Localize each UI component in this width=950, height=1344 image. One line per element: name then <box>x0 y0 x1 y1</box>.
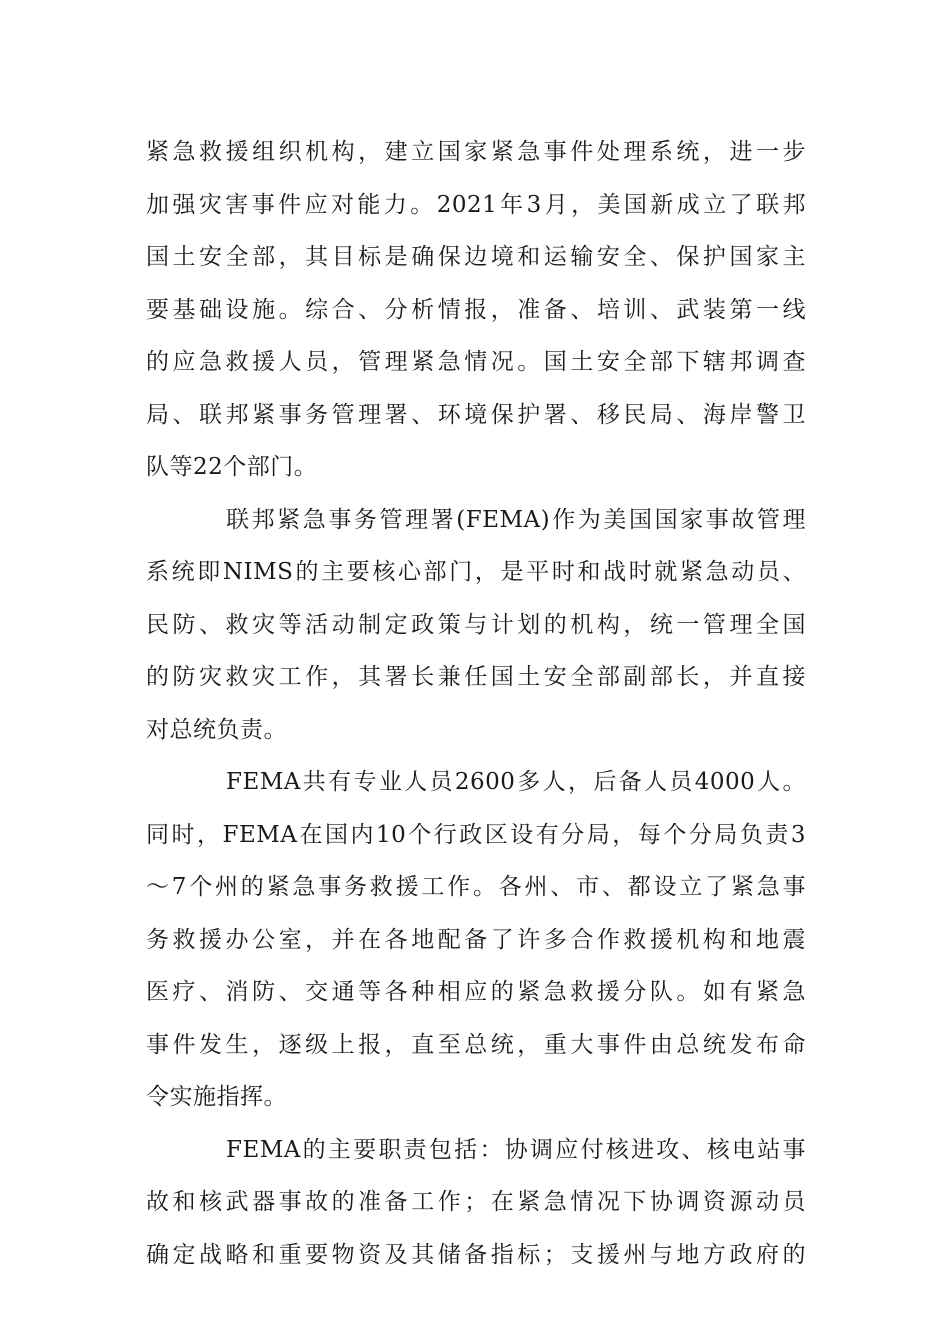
text-line: 令实施指挥。 <box>146 1084 287 1110</box>
paragraph-1 <box>146 126 806 494</box>
text-line: ～7个州的紧急事务救援工作。各州、市、都设立了紧急事 <box>146 874 806 900</box>
text-line: 联邦紧急事务管理署(FEMA)作为美国国家事故管理 <box>226 506 806 533</box>
text-line: 故和核武器事故的准备工作；在紧急情况下协调资源动员 <box>146 1189 806 1215</box>
paragraph-3 <box>146 756 806 1124</box>
text-line: 系统即NIMS的主要核心部门，是平时和战时就紧急动员、 <box>146 559 806 585</box>
text-line: 要基础设施。综合、分析情报，准备、培训、武装第一线 <box>146 296 806 323</box>
paragraph-2 <box>146 494 806 757</box>
text-line: 的防灾救灾工作，其署长兼任国土安全部副部长，并直接 <box>146 664 806 690</box>
text-line: 确定战略和重要物资及其储备指标；支援州与地方政府的 <box>146 1241 806 1268</box>
text-line: 医疗、消防、交通等各种相应的紧急救援分队。如有紧急 <box>146 979 806 1005</box>
text-line: 的应急救援人员，管理紧急情况。国土安全部下辖邦调查 <box>146 349 806 375</box>
text-line: 国土安全部，其目标是确保边境和运输安全、保护国家主 <box>146 244 806 270</box>
text-line: FEMA共有专业人员2600多人，后备人员4000人。 <box>226 769 806 795</box>
text-line: 加强灾害事件应对能力。2021年3月，美国新成立了联邦 <box>146 191 806 218</box>
text-line: 局、联邦紧事务管理署、环境保护署、移民局、海岸警卫 <box>146 401 806 428</box>
text-line: 紧急救援组织机构，建立国家紧急事件处理系统，进一步 <box>146 139 806 165</box>
document-body <box>146 126 806 1281</box>
text-line: 务救援办公室，并在各地配备了许多合作救援机构和地震 <box>146 926 806 953</box>
text-line: 同时，FEMA在国内10个行政区设有分局，每个分局负责3 <box>146 821 806 848</box>
text-line: FEMA的主要职责包括：协调应付核进攻、核电站事 <box>226 1136 806 1163</box>
text-line: 队等22个部门。 <box>146 454 318 480</box>
paragraph-4 <box>146 1124 806 1282</box>
text-line: 民防、救灾等活动制定政策与计划的机构，统一管理全国 <box>146 611 806 638</box>
text-line: 事件发生，逐级上报，直至总统，重大事件由总统发布命 <box>146 1031 806 1058</box>
text-line: 对总统负责。 <box>146 716 287 743</box>
